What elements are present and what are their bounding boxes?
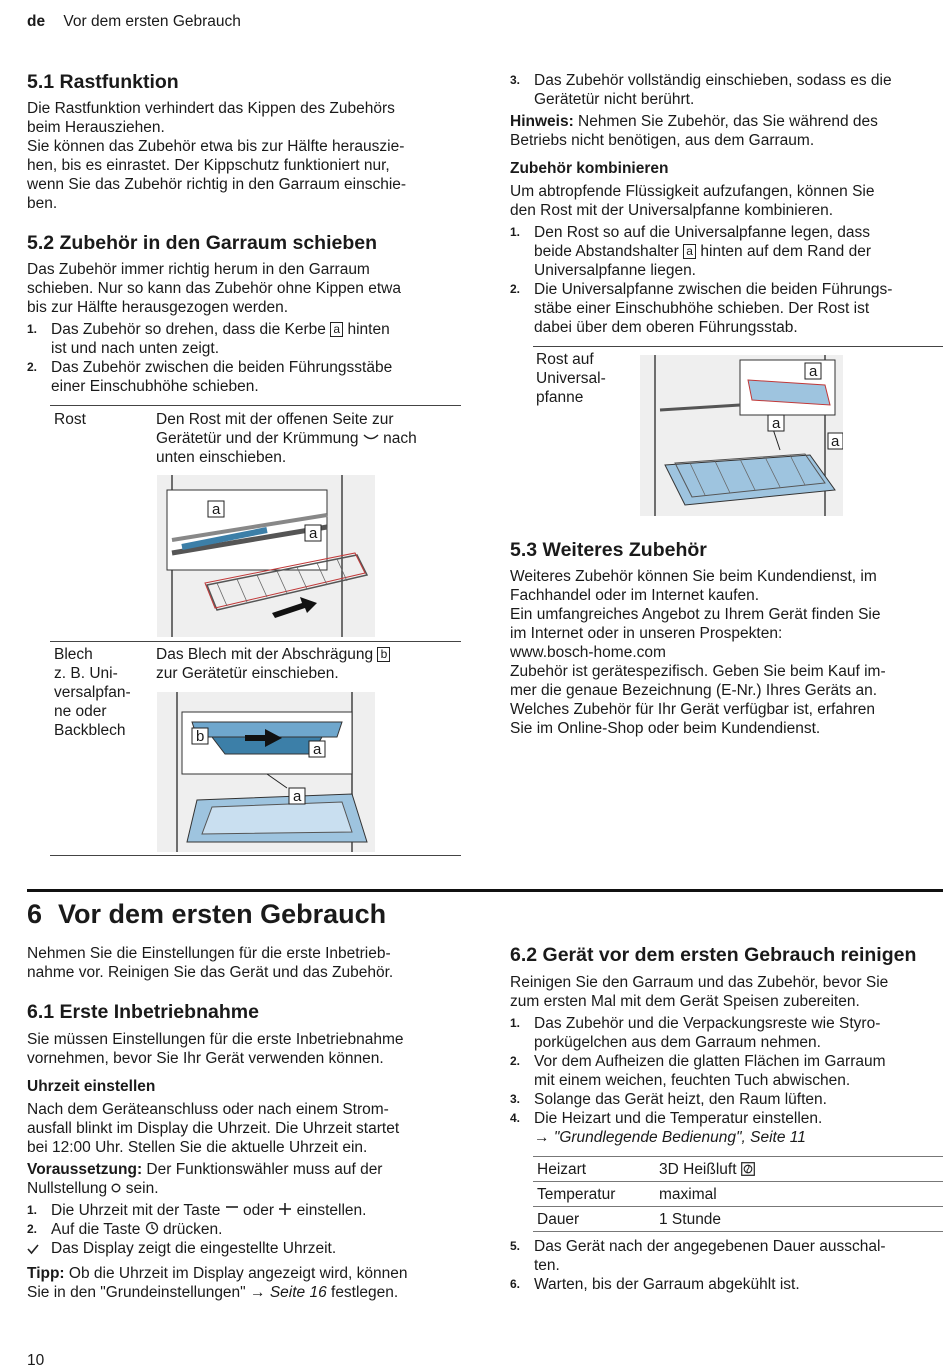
text: porkügelchen aus dem Garraum nehmen. — [534, 1034, 821, 1051]
uhrzeit-body — [27, 1100, 477, 1157]
zero-position-icon — [111, 1183, 121, 1193]
list-item — [510, 223, 950, 280]
table-rule — [533, 346, 943, 347]
text-line: zur Gerätetür einschieben. — [156, 665, 339, 682]
text: Auf die Taste — [51, 1221, 145, 1238]
section-6-2-steps — [510, 1014, 950, 1147]
text-line: Die Rastfunktion verhindert das Kippen des Zubehörs — [27, 100, 395, 117]
text-line: Welches Zubehör für Ihr Gerät verfügbar ist, erfahren — [510, 701, 875, 718]
list-item — [27, 1201, 477, 1220]
chapter-title-text: Vor dem ersten Gebrauch — [58, 899, 387, 929]
text-line: versalpfan- — [54, 684, 131, 701]
text-line: Sie im Online-Shop oder beim Kundendienst. — [510, 720, 821, 737]
text-line: Nehmen Sie die Einstellungen für die erste Inbetrieb- — [27, 945, 391, 962]
settings-table — [533, 1156, 943, 1232]
step-number: 2. — [27, 360, 38, 374]
plus-icon — [278, 1203, 292, 1215]
step-number: 1. — [27, 322, 38, 336]
voraussetzung — [27, 1160, 477, 1198]
text: drücken. — [158, 1221, 223, 1238]
text: Vor dem Aufheizen die glatten Flächen im Garraum — [534, 1053, 886, 1070]
text: hinten auf dem Rand der — [696, 243, 872, 260]
text: Das Zubehör vollständig einschieben, sodass es die — [534, 72, 892, 89]
tray-insertion-figure — [157, 692, 375, 852]
text-line: Weiteres Zubehör können Sie beim Kundendienst, im — [510, 568, 877, 585]
text-line: pfanne — [536, 389, 584, 406]
kombinieren-heading: Zubehör kombinieren — [510, 160, 669, 177]
text: Das Blech mit der Abschrägung — [156, 646, 378, 663]
callout-label: a — [772, 415, 781, 432]
page-header — [27, 12, 241, 31]
text-line: schieben. Nur so kann das Zubehör ohne Kippen etwa — [27, 280, 401, 297]
text: Die Heizart und die Temperatur einstellen. — [534, 1110, 823, 1127]
text: Die Uhrzeit mit der Taste — [51, 1202, 221, 1219]
section-5-2-body — [27, 260, 477, 317]
table-rule — [50, 405, 461, 406]
section-5-3-body — [510, 567, 950, 738]
page-number: 10 — [27, 1352, 45, 1369]
list-item — [510, 1109, 950, 1147]
table-row — [533, 1182, 943, 1207]
table-cell-key: Temperatur — [533, 1182, 655, 1207]
header-title: Vor dem ersten Gebrauch — [63, 13, 241, 30]
section-6-2-heading: 6.2 Gerät vor dem ersten Gebrauch reinigen — [510, 944, 917, 966]
text-line: Das Zubehör immer richtig herum in den Garraum — [27, 261, 370, 278]
step-number: 1. — [27, 1203, 38, 1217]
callout-label: b — [196, 728, 205, 745]
step-number: 5. — [510, 1239, 521, 1253]
rack-on-pan-figure — [640, 355, 843, 516]
table-cell-key: Heizart — [533, 1157, 655, 1182]
table-row — [533, 1207, 943, 1232]
text-line: unten einschieben. — [156, 449, 287, 466]
hinweis — [510, 112, 950, 150]
text-line: beim Herausziehen. — [27, 119, 165, 136]
text: Der Funktionswähler muss auf der — [142, 1161, 383, 1178]
text-line: den Rost mit der Universalpfanne kombinieren. — [510, 202, 834, 219]
table-cell-value: maximal — [655, 1182, 943, 1207]
voraussetzung-label: Voraussetzung: — [27, 1161, 143, 1178]
step-number: 1. — [510, 225, 521, 239]
text-line: wenn Sie das Zubehör richtig in den Garraum einschie- — [27, 176, 407, 193]
tipp — [27, 1264, 477, 1302]
step-number: 4. — [510, 1111, 521, 1125]
text: ten. — [534, 1257, 560, 1274]
tipp-label: Tipp: — [27, 1265, 65, 1282]
section-5-1-heading: 5.1 Rastfunktion — [27, 71, 179, 93]
text-line: ben. — [27, 195, 58, 212]
text-line: vornehmen, bevor Sie Ihr Gerät verwenden können. — [27, 1050, 384, 1067]
text-line: Fachhandel oder im Internet kaufen. — [510, 587, 760, 604]
section-6-2-body — [510, 973, 950, 1011]
hot-air-icon — [741, 1162, 755, 1176]
section-5-2-steps — [27, 320, 477, 396]
uhrzeit-heading: Uhrzeit einstellen — [27, 1078, 156, 1095]
arrow-icon: → — [250, 1284, 266, 1301]
list-item — [510, 1052, 950, 1090]
list-item — [27, 320, 477, 358]
text-line: ne oder — [54, 703, 107, 720]
callout-label: a — [293, 788, 302, 805]
chapter-6-title — [27, 898, 386, 930]
curve-icon — [363, 432, 379, 442]
minus-icon — [225, 1203, 239, 1213]
text-line: www.bosch-home.com — [510, 644, 666, 661]
list-item — [510, 1275, 950, 1294]
chapter-6-intro — [27, 944, 477, 982]
callout-label: a — [831, 433, 840, 450]
text: beide Abstandshalter — [534, 243, 684, 260]
callout-box: a — [683, 244, 696, 259]
text: Sie in den "Grundeinstellungen" — [27, 1284, 250, 1301]
text: sein. — [121, 1180, 159, 1197]
callout-box: a — [330, 322, 343, 337]
step-number: 6. — [510, 1277, 521, 1291]
text-line: nahme vor. Reinigen Sie das Gerät und das Zubehör. — [27, 964, 394, 981]
text: Nullstellung — [27, 1180, 108, 1197]
text-line: mer die genaue Bezeichnung (E-Nr.) Ihres Geräts an. — [510, 682, 878, 699]
clock-icon — [145, 1221, 159, 1235]
text-line: bis zur Hälfte herausgezogen werden. — [27, 299, 289, 316]
text-line: Betriebs nicht benötigen, aus dem Garraum. — [510, 132, 815, 149]
text-line: Sie können das Zubehör etwa bis zur Hälfte herauszie- — [27, 138, 405, 155]
step-3-list — [510, 71, 950, 109]
text: oder — [238, 1202, 279, 1219]
text: Solange das Gerät heizt, den Raum lüften. — [534, 1091, 827, 1108]
text-line: Blech — [54, 646, 93, 663]
table-row — [533, 1157, 943, 1182]
text-line: z. B. Uni- — [54, 665, 118, 682]
text: Universalpfanne liegen. — [534, 262, 696, 279]
section-5-2-heading: 5.2 Zubehör in den Garraum schieben — [27, 232, 378, 254]
text: Das Zubehör so drehen, dass die Kerbe — [51, 321, 331, 338]
kombinieren-steps — [510, 223, 950, 337]
callout-label: a — [212, 501, 221, 518]
text: dabei über dem oberen Führungsstab. — [534, 319, 798, 336]
text: ist und nach unten zeigt. — [51, 340, 220, 357]
step-number: 2. — [510, 282, 521, 296]
text-line: hen, bis es einrastet. Der Kippschutz funktioniert nur, — [27, 157, 390, 174]
text-line: Den Rost mit der offenen Seite zur — [156, 411, 394, 428]
text: festlegen. — [326, 1284, 399, 1301]
text-line: im Internet oder in unseren Prospekten: — [510, 625, 783, 642]
header-lang: de — [27, 13, 46, 30]
list-item — [510, 280, 950, 337]
hinweis-label: Hinweis: — [510, 113, 574, 130]
callout-label: a — [809, 363, 818, 380]
text-line: bei 12:00 Uhr. Stellen Sie die aktuelle Uhrzeit ein. — [27, 1139, 368, 1156]
text-line: zum ersten Mal mit dem Gerät Speisen zubereiten. — [510, 993, 860, 1010]
section-6-1-body — [27, 1030, 477, 1068]
rost-auf-label — [536, 350, 606, 407]
callout-label: a — [309, 525, 318, 542]
text-line: Nach dem Geräteanschluss oder nach einem Strom- — [27, 1101, 389, 1118]
text-line: Sie müssen Einstellungen für die erste Inbetriebnahme — [27, 1031, 404, 1048]
check-icon — [27, 1243, 39, 1255]
text: Den Rost so auf die Universalpfanne legen, dass — [534, 224, 871, 241]
list-item — [27, 1239, 477, 1258]
table-cell-value — [655, 1157, 943, 1182]
list-item — [510, 1090, 950, 1109]
text: einstellen. — [292, 1202, 367, 1219]
section-6-2-steps-cont — [510, 1237, 950, 1294]
table-rule — [50, 855, 461, 856]
table-cell-key: Dauer — [533, 1207, 655, 1232]
step-number: 2. — [510, 1054, 521, 1068]
step-number: 1. — [510, 1016, 521, 1030]
rost-label: Rost — [54, 411, 86, 428]
step-number: 3. — [510, 73, 521, 87]
callout-box: b — [377, 647, 390, 662]
kombinieren-body — [510, 182, 950, 220]
step-number: 3. — [510, 1092, 521, 1106]
text: Die Universalpfanne zwischen die beiden Führungs- — [534, 281, 893, 298]
page-reference-link[interactable]: "Grundlegende Bedienung", Seite 11 — [553, 1129, 806, 1146]
text: Gerätetür und der Krümmung — [156, 430, 359, 447]
blech-label — [54, 645, 131, 740]
text: 3D Heißluft — [659, 1160, 737, 1178]
text: Das Zubehör und die Verpackungsreste wie Styro- — [534, 1015, 881, 1032]
text: nach — [383, 430, 417, 447]
text-line: Reinigen Sie den Garraum und das Zubehör, bevor Sie — [510, 974, 889, 991]
section-5-1-body — [27, 99, 477, 213]
list-item — [510, 1014, 950, 1052]
list-item — [27, 1220, 477, 1239]
chapter-rule — [27, 889, 943, 892]
text-line: Backblech — [54, 722, 126, 739]
blech-instruction — [156, 645, 461, 683]
callout-label: a — [313, 741, 322, 758]
text-line: ausfall blinkt im Display die Uhrzeit. Die Uhrzeit startet — [27, 1120, 400, 1137]
text-line: Um abtropfende Flüssigkeit aufzufangen, können Sie — [510, 183, 875, 200]
list-item — [510, 1237, 950, 1275]
text-line: Universal- — [536, 370, 606, 387]
text-line: Ein umfangreiches Angebot zu Ihrem Gerät finden Sie — [510, 606, 881, 623]
text: stäbe einer Einschubhöhe schieben. Der Rost ist — [534, 300, 870, 317]
text: einer Einschubhöhe schieben. — [51, 378, 259, 395]
table-cell-value: 1 Stunde — [655, 1207, 943, 1232]
text-line: Zubehör ist gerätespezifisch. Geben Sie beim Kauf im- — [510, 663, 886, 680]
section-6-1-heading: 6.1 Erste Inbetriebnahme — [27, 1001, 259, 1023]
arrow-icon: → — [534, 1129, 550, 1146]
step-number: 2. — [27, 1222, 38, 1236]
list-item — [27, 358, 477, 396]
text: mit einem weichen, feuchten Tuch abwischen. — [534, 1072, 851, 1089]
chapter-number: 6 — [27, 899, 43, 929]
text: Das Zubehör zwischen die beiden Führungsstäbe — [51, 359, 393, 376]
list-item — [510, 71, 950, 109]
text: Ob die Uhrzeit im Display angezeigt wird, können — [64, 1265, 408, 1282]
rost-instruction — [156, 410, 461, 467]
text-line: Rost auf — [536, 351, 594, 368]
text: Das Gerät nach der angegebenen Dauer ausschal- — [534, 1238, 886, 1255]
table-rule — [50, 641, 461, 642]
text: hinten — [343, 321, 390, 338]
section-5-3-heading: 5.3 Weiteres Zubehör — [510, 539, 707, 561]
text: Gerätetür nicht berührt. — [534, 91, 695, 108]
text: Das Display zeigt die eingestellte Uhrzeit. — [51, 1240, 337, 1257]
page-reference-link[interactable]: Seite 16 — [269, 1284, 327, 1301]
text: Nehmen Sie Zubehör, das Sie während des — [573, 113, 878, 130]
rack-insertion-figure — [157, 475, 375, 637]
uhrzeit-steps — [27, 1201, 477, 1258]
text: Warten, bis der Garraum abgekühlt ist. — [534, 1276, 800, 1293]
